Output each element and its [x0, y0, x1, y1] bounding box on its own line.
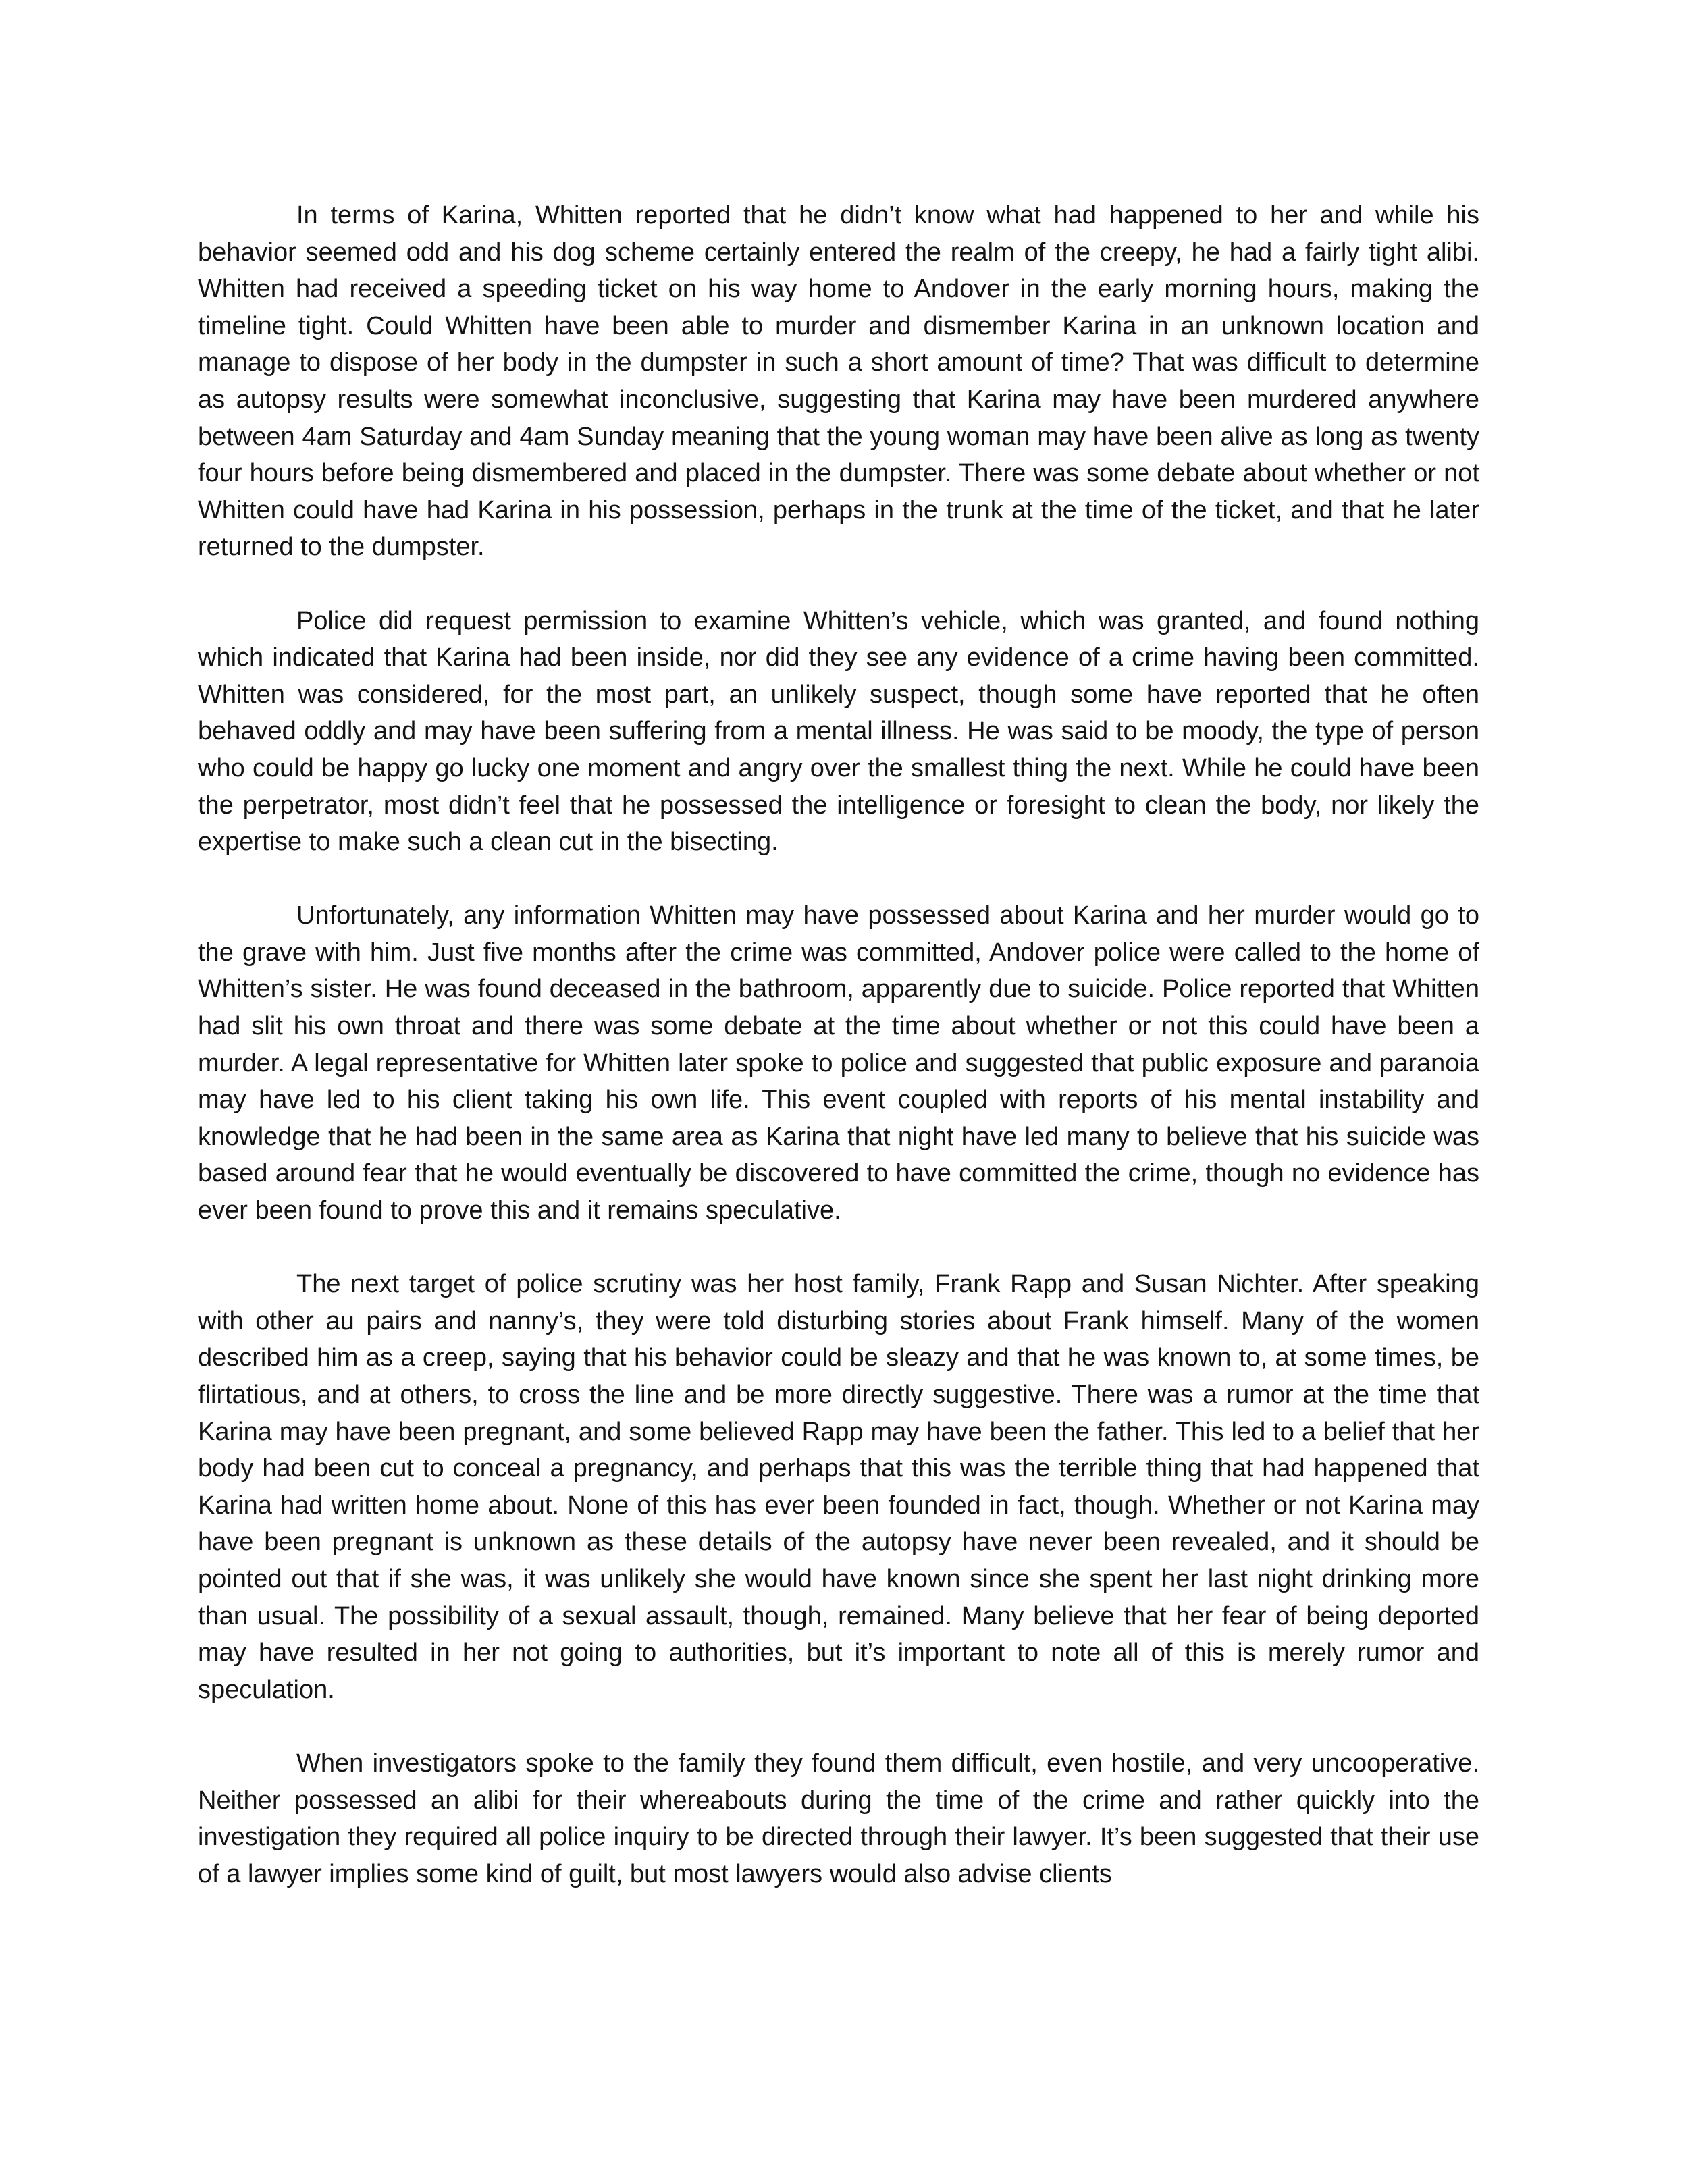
- paragraph-whitten-death: Unfortunately, any information Whitten may have possessed about Karina and her murder would go to the grave with him. Just five months after the crime was committed, Andover police were called to the home of Whitten’s sister. He was found deceased in the bathroom, apparently due to suicide. Police reported that Whitten had slit his own throat and there was some debate at the time about whether or not this could have been a murder. A legal representative for Whitten later spoke to police and suggested that public exposure and paranoia may have led to his client taking his own life. This event coupled with reports of his mental instability and knowledge that he had been in the same area as Karina that night have led many to believe that his suicide was based around fear that he would eventually be discovered to have committed the crime, though no evidence has ever been found to prove this and it remains speculative.: [198, 901, 1479, 1225]
- paragraph-whitten-alibi: In terms of Karina, Whitten reported that he didn’t know what had happened to her and while his behavior seemed odd and his dog scheme certainly entered the realm of the creepy, he had a fairly tight alibi. Whitten had received a speeding ticket on his way home to Andover in the early morning hours, making the timeline tight. Could Whitten have been able to murder and dismember Karina in an unknown location and manage to dispose of her body in the dumpster in such a short amount of time? That was difficult to determine as autopsy results were somewhat inconclusive, suggesting that Karina may have been murdered anywhere between 4am Saturday and 4am Sunday meaning that the young woman may have been alive as long as twenty four hours before being dismembered and placed in the dumpster. There was some debate about whether or not Whitten could have had Karina in his possession, perhaps in the trunk at the time of the ticket, and that he later returned to the dumpster.: [198, 201, 1479, 562]
- paragraph-investigators-family: When investigators spoke to the family they found them difficult, even hostile, and very uncooperative. Neither possessed an alibi for their whereabouts during the time of the crime and rather quickly into the investigation they required all police inquiry to be directed through their lawyer. It’s been suggested that their use of a lawyer implies some kind of guilt, but most lawyers would also advise clients: [198, 1749, 1479, 1888]
- document-body: [198, 197, 1479, 1892]
- paragraph-host-family: The next target of police scrutiny was her host family, Frank Rapp and Susan Nichter. After speaking with other au pairs and nanny’s, they were told disturbing stories about Frank himself. Many of the women described him as a creep, saying that his behavior could be sleazy and that he was known to, at some times, be flirtatious, and at others, to cross the line and be more directly suggestive. There was a rumor at the time that Karina may have been pregnant, and some believed Rapp may have been the father. This led to a belief that her body had been cut to conceal a pregnancy, and perhaps that this was the terrible thing that had happened that Karina had written home about. None of this has ever been founded in fact, though. Whether or not Karina may have been pregnant is unknown as these details of the autopsy have never been revealed, and it should be pointed out that if she was, it was unlikely she would have known since she spent her last night drinking more than usual. The possibility of a sexual assault, though, remained. Many believe that her fear of being deported may have resulted in her not going to authorities, but it’s important to note all of this is merely rumor and speculation.: [198, 1270, 1479, 1704]
- paragraph-vehicle-search: Police did request permission to examine Whitten’s vehicle, which was granted, and found nothing which indicated that Karina had been inside, nor did they see any evidence of a crime having been committed. Whitten was considered, for the most part, an unlikely suspect, though some have reported that he often behaved oddly and may have been suffering from a mental illness. He was said to be moody, the type of person who could be happy go lucky one moment and angry over the smallest thing the next. While he could have been the perpetrator, most didn’t feel that he possessed the intelligence or foresight to clean the body, nor likely the expertise to make such a clean cut in the bisecting.: [198, 606, 1479, 857]
